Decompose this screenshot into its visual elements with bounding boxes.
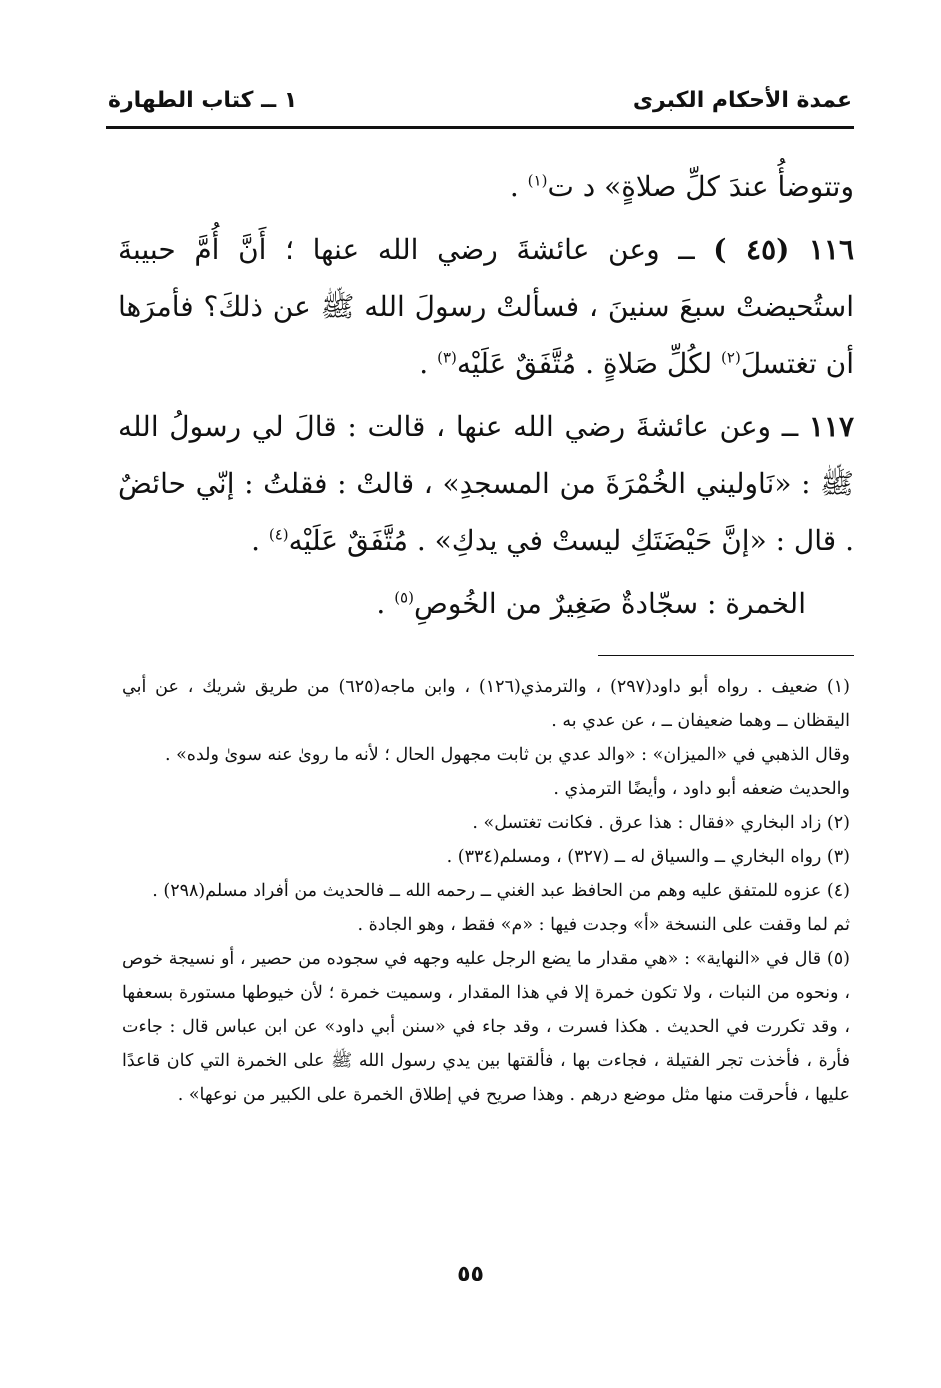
book-title: عمدة الأحكام الكبرى [632,88,852,113]
footnote-ref: (٣) [437,348,457,367]
paragraph-tail: . [419,347,438,380]
footnote: والحديث ضعفه أبو داود ، وأيضًا الترمذي . [553,779,850,799]
footnote: ثم لما وقفت على النسخة «أ» وجدت فيها : «م» فقط ، وهو الجادة . [357,915,850,935]
footnote-divider [598,655,854,656]
gloss-text: الخمرة : سجّادةٌ صَغِيرٌ من الخُوصِ [413,587,806,620]
main-text [118,158,854,638]
header-divider [106,126,854,129]
footnote-ref: (٤) [268,525,289,544]
running-header [108,88,852,124]
page-number: ٥٥ [457,1262,484,1287]
gloss-note [118,575,854,632]
hadith-text: لكُلِّ صَلاةٍ . مُتَّفَقٌ عَلَيْه [456,347,722,380]
paragraph-continuation [118,158,854,215]
hadith-number: ١١٧ [808,410,854,443]
hadith-text: ــ وعن عائشةَ رضي الله عنها ، قالت : قالَ لي رسولُ الله ﷺ : «نَاوليني الخُمْرَةَ من المسجدِ» ، قالتْ : فقلتُ : إنّي حائضٌ . قال : «إنَّ حَيْضَتَكِ ليستْ في يدكِ» . مُتَّفَقٌ عَلَيْه [118,410,854,557]
paragraph-tail: . [509,170,528,203]
hadith-117 [118,398,854,569]
chapter-title: ١ ــ كتاب الطهارة [108,88,298,113]
footnote-ref: (٥) [394,588,414,607]
footnote: وقال الذهبي في «الميزان» : «والد عدي بن ثابت مجهول الحال ؛ لأنه ما روىٰ عنه سوىٰ ولده» . [164,745,850,765]
footnote: (١) ضعيف . رواه أبو داود(٢٩٧) ، والترمذي(١٢٦) ، وابن ماجه(٦٢٥) من طريق شريك ، عن أبي اليقظان ــ وهما ضعيفان ــ ، عن عدي به . [122,677,850,731]
footnotes [122,670,850,1112]
hadith-number: ١١٦ (٤٥ ) [713,233,854,266]
footnote-ref: (١) [527,171,548,190]
footnote: (٥) قال في «النهاية» : «هي مقدار ما يضع الرجل عليه وجهه في سجوده من حصير ، أو نسيجة خوص ، ونحوه من النبات ، ولا تكون خمرة إلا في هذا المقدار ، وسميت خمرة ؛ لأن خيوطها مستورة بسعفها ، وقد تكررت في الحديث . هكذا فسرت ، وقد جاء في «سنن أبي داود» عن ابن عباس قال : جاءت فأرة ، فأخذت تجر الفتيلة ، فجاءت بها ، فألقتها بين يدي رسول الله ﷺ على الخمرة التي كان قاعدًا عليها ، فأحرقت منها مثل موضع درهم . وهذا صريح في إطلاق الخمرة على الكبير من نوعها» . [122,949,850,1105]
paragraph-tail: . [376,587,395,620]
footnote: (٢) زاد البخاري «فقال : هذا عرق . فكانت تغتسل» . [472,813,850,833]
paragraph-tail: . [251,524,269,557]
footnote-ref: (٢) [721,348,741,367]
paragraph-text: وتتوضأُ عندَ كلِّ صلاةٍ» د ت [547,170,854,203]
footnote: (٣) رواه البخاري ــ والسياق له ــ (٣٢٧) ، ومسلم(٣٣٤) . [446,847,850,867]
hadith-text: ــ وعن عائشةَ رضي الله عنها ؛ أَنَّ أُمَّ حبيبةَ استُحيضتْ سبعَ سنينَ ، فسألتْ رسولَ الله ﷺ عن ذلكَ؟ فأمرَها أن تغتسلَ [118,233,854,380]
footnote: (٤) عزوه للمتفق عليه وهم من الحافظ عبد الغني ــ رحمه الله ــ فالحديث من أفراد مسلم(٢٩٨) . [152,881,850,901]
hadith-116 [118,221,854,392]
